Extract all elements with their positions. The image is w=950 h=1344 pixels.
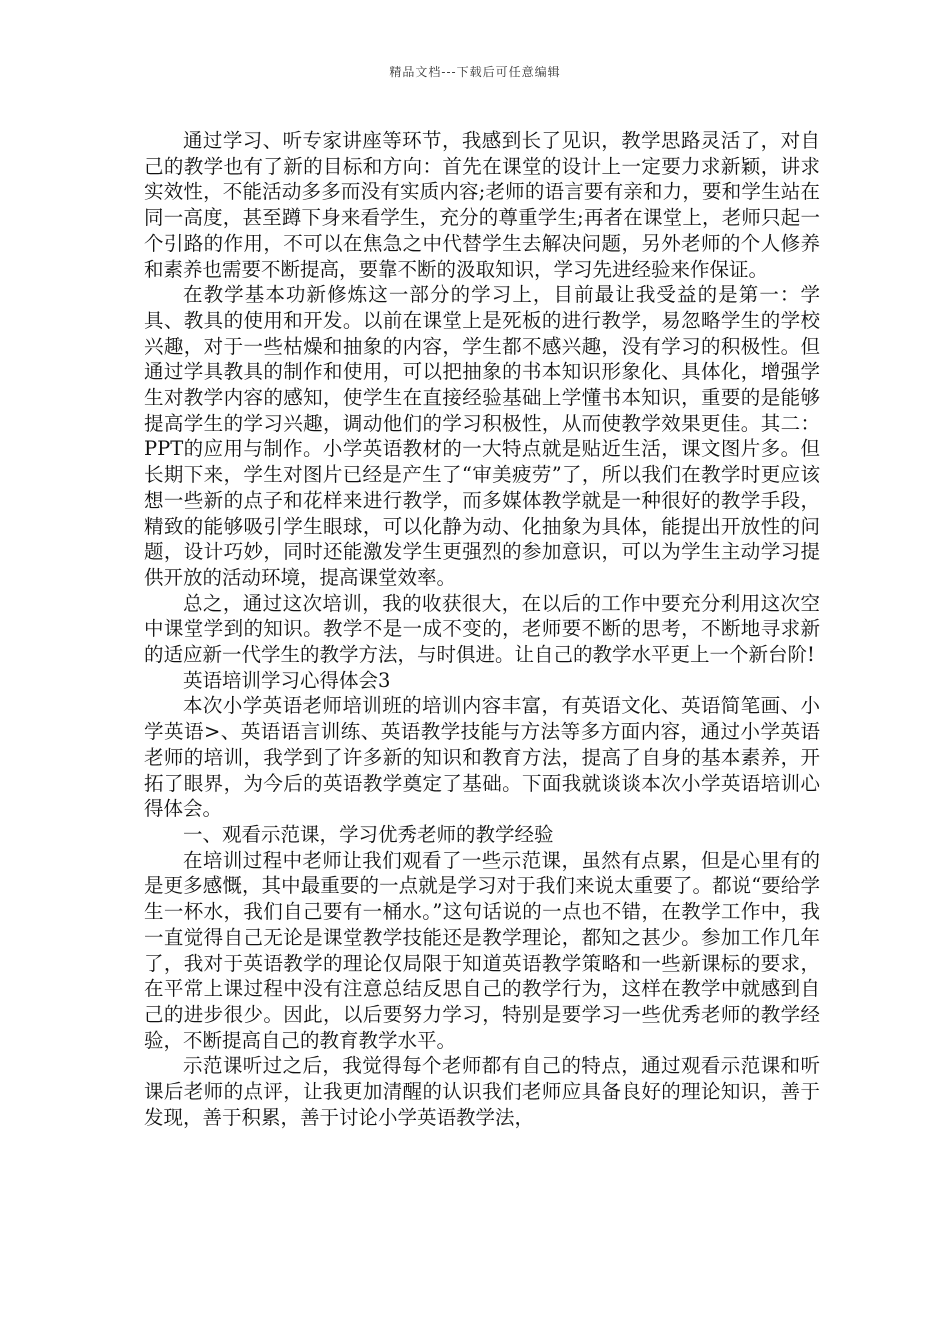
paragraph-3: 总之，通过这次培训，我的收获很大，在以后的工作中要充分利用这次空中课堂学到的知识。教学不是一成不变的，老师要不断的思考，不断地寻求新的适应新一代学生的教学方法，与时俱进。让自己的教学水平更上一个新台阶! xyxy=(144,591,820,667)
paragraph-5: 在培训过程中老师让我们观看了一些示范课，虽然有点累，但是心里有的是更多感慨，其中最重要的一点就是学习对于我们来说太重要了。都说“要给学生一杯水，我们自己要有一桶水。”这句话说的一点也不错，在教学工作中，我一直觉得自己无论是课堂教学技能还是教学理论，都知之甚少。参加工作几年了，我对于英语教学的理论仅局限于知道英语教学策略和一些新课标的要求，在平常上课过程中没有注意总结反思自己的教学行为，这样在教学中就感到自己的进步很少。因此，以后要努力学习，特别是要学习一些优秀老师的教学经验，不断提高自己的教育教学水平。 xyxy=(144,848,820,1052)
paragraph-2: 在教学基本功新修炼这一部分的学习上，目前最让我受益的是第一：学具、教具的使用和开发。以前在课堂上是死板的进行教学，易忽略学生的学校兴趣，对于一些枯燥和抽象的内容，学生都不感兴趣，没有学习的积极性。但通过学具教具的制作和使用，可以把抽象的书本知识形象化、具体化，增强学生对教学内容的感知，使学生在直接经验基础上学懂书本知识，重要的是能够提高学生的学习兴趣，调动他们的学习积极性，从而使教学效果更佳。其二：PPT的应用与制作。小学英语教材的一大特点就是贴近生活，课文图片多。但长期下来，学生对图片已经是产生了“审美疲劳”了，所以我们在教学时更应该想一些新的点子和花样来进行教学，而多媒体教学就是一种很好的教学手段，精致的能够吸引学生眼球，可以化静为动、化抽象为具体，能提出开放性的问题，设计巧妙，同时还能激发学生更强烈的参加意识，可以为学生主动学习提供开放的活动环境，提高课堂效率。 xyxy=(144,283,820,589)
paragraph-4: 本次小学英语老师培训班的培训内容丰富，有英语文化、英语简笔画、小学英语>、英语语言训练、英语教学技能与方法等多方面内容，通过小学英语老师的培训，我学到了许多新的知识和教育方法，提高了自身的基本素养，开拓了眼界，为今后的英语教学奠定了基础。下面我就谈谈本次小学英语培训心得体会。 xyxy=(144,694,820,821)
section-title: 英语培训学习心得体会3 xyxy=(183,668,391,692)
paragraph-1: 通过学习、听专家讲座等环节，我感到长了见识，教学思路灵活了，对自己的教学也有了新的目标和方向：首先在课堂的设计上一定要力求新颖，讲求实效性，不能活动多多而没有实质内容;老师的语言要有亲和力，要和学生站在同一高度，甚至蹲下身来看学生，充分的尊重学生;再者在课堂上，老师只起一个引路的作用，不可以在焦急之中代替学生去解决问题，另外老师的个人修养和素养也需要不断提高，要靠不断的汲取知识，学习先进经验来作保证。 xyxy=(144,129,820,281)
page-header: 精品文档---下载后可任意编辑 xyxy=(389,65,561,79)
paragraph-6: 示范课听过之后，我觉得每个老师都有自己的特点，通过观看示范课和听课后老师的点评，让我更加清醒的认识我们老师应具备良好的理论知识，善于发现，善于积累，善于讨论小学英语教学法， xyxy=(144,1054,820,1129)
subsection-heading: 一、观看示范课，学习优秀老师的教学经验 xyxy=(183,822,554,846)
document-body xyxy=(144,128,820,1130)
